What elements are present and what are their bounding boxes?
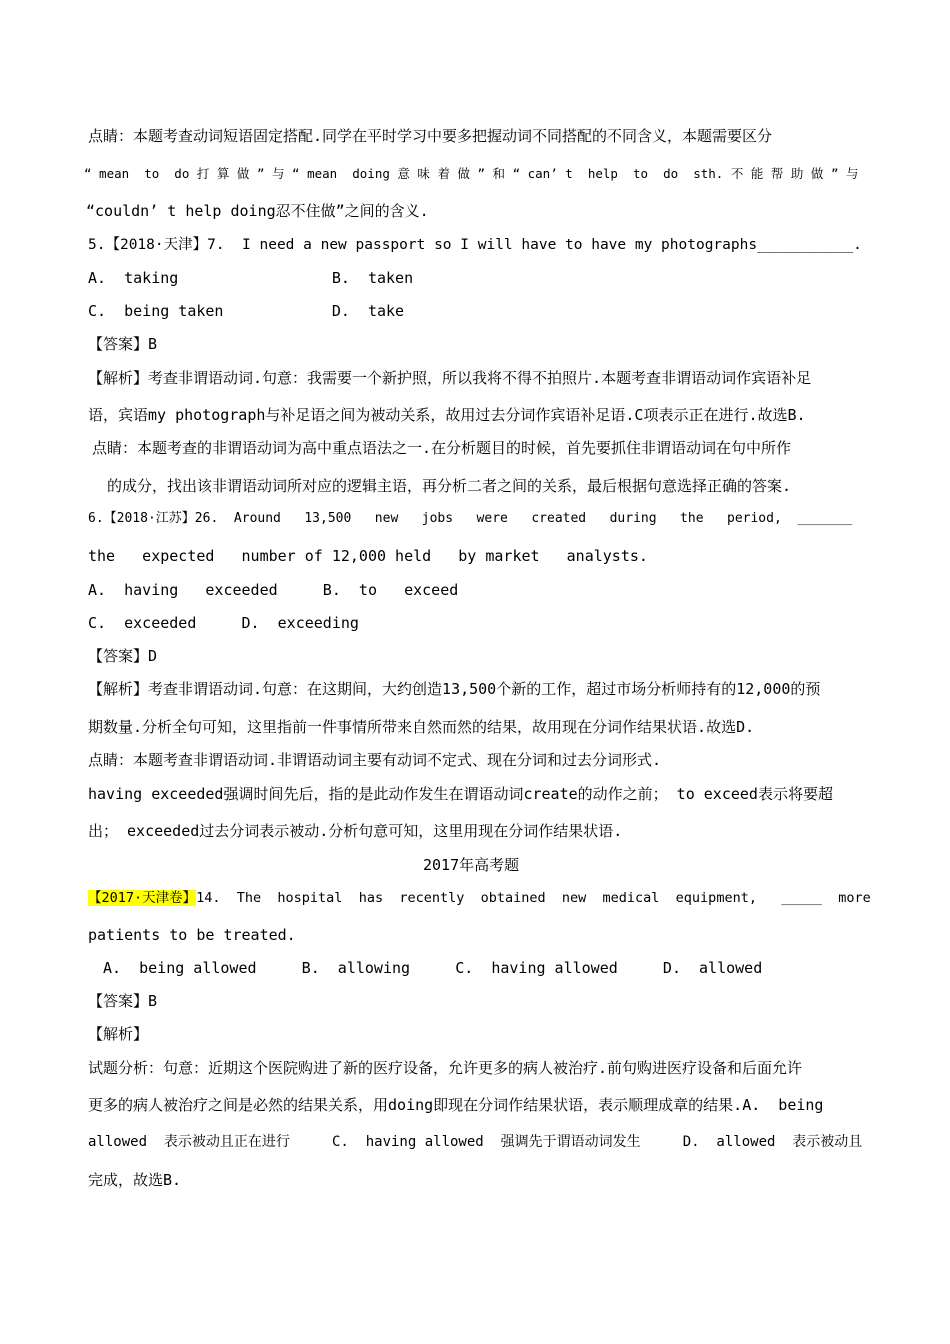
question-14-answer: 【答案】B <box>88 992 158 1010</box>
question-5-answer: 【答案】B <box>88 335 158 353</box>
question-14-analysis-label: 【解析】 <box>88 1025 149 1043</box>
question-5-analysis-2: 语，宾语my photograph与补足语之间为被动关系，故用过去分词作宾语补足语.C项表示正在进行.故选B. <box>88 406 806 424</box>
question-5-options-cd: C. being taken D. take <box>88 302 405 320</box>
question-5: 5.【2018·天津】7. I need a new passport so I will have to have my photographs___________. <box>88 237 862 253</box>
question-6-analysis-1: 【解析】考查非谓语动词.句意：在这期间，大约创造13,500个新的工作，超过市场分析师持有的12,000的预 <box>88 680 821 698</box>
comment-line-1: 点睛：本题考查动词短语固定搭配.同学在平时学习中要多把握动词不同搭配的不同含义，本题需要区分 <box>88 127 773 145</box>
question-14-line-1 <box>88 888 871 908</box>
question-6-options-cd: C. exceeded D. exceeding <box>88 614 359 632</box>
question-14-analysis-4: 完成，故选B. <box>88 1171 182 1189</box>
question-6: 6.【2018·江苏】26. Around 13,500 new jobs were created during the period, _______ <box>88 511 853 526</box>
comment-line-2: “ mean to do 打 算 做 ” 与 “ mean doing 意 味 着 做 ” 和 “ can’ t help to do sth. 不 能 帮 助 做 ” 与 <box>84 166 859 181</box>
question-6-comment-1: 点睛：本题考查非谓语动词.非谓语动词主要有动词不定式、现在分词和过去分词形式. <box>88 751 662 769</box>
question-5-comment-2: 的成分，找出该非谓语动词所对应的逻辑主语，再分析二者之间的关系，最后根据句意选择正确的答案. <box>107 477 792 495</box>
question-6-options-ab: A. having exceeded B. to exceed <box>88 581 459 599</box>
question-14-analysis-3: allowed 表示被动且正在进行 C. having allowed 强调先于谓语动词发生 D. allowed 表示被动且 <box>88 1134 863 1150</box>
question-6-comment-3: 出； exceeded过去分词表示被动.分析句意可知，这里用现在分词作结果状语. <box>88 822 623 840</box>
question-5-comment-1: 点睛：本题考查的非谓语动词为高中重点语法之一.在分析题目的时候，首先要抓住非谓语动词在句中所作 <box>92 439 792 457</box>
question-6-answer: 【答案】D <box>88 647 158 665</box>
question-14-line-2: patients to be treated. <box>88 926 296 944</box>
question-14-analysis-2: 更多的病人被治疗之间是必然的结果关系，用doing即现在分词作结果状语，表示顺理成章的结果.A. being <box>88 1096 824 1114</box>
question-14-analysis-1: 试题分析：句意：近期这个医院购进了新的医疗设备，允许更多的病人被治疗.前句购进医疗设备和后面允许 <box>88 1059 803 1077</box>
section-heading-2017: 2017年高考题 <box>423 856 520 874</box>
question-14-text: 14. The hospital has recently obtained new medical equipment, _____ more <box>196 890 871 906</box>
question-6-cont: the expected number of 12,000 held by market analysts. <box>88 547 648 565</box>
question-5-options-ab: A. taking B. taken <box>88 269 414 287</box>
question-6-comment-2: having exceeded强调时间先后，指的是此动作发生在谓语动词create的动作之前； to exceed表示将要超 <box>88 785 833 803</box>
comment-line-3: “couldn’ t help doing忍不住做”之间的含义. <box>86 202 429 220</box>
question-5-analysis-1: 【解析】考查非谓语动词.句意：我需要一个新护照，所以我将不得不拍照片.本题考查非谓语动词作宾语补足 <box>88 369 812 387</box>
question-14-options: A. being allowed B. allowing C. having allowed D. allowed <box>103 959 763 977</box>
question-6-analysis-2: 期数量.分析全句可知，这里指前一件事情所带来自然而然的结果，故用现在分词作结果状语.故选D. <box>88 718 755 736</box>
highlighted-source-tag: 【2017·天津卷】 <box>88 890 197 906</box>
